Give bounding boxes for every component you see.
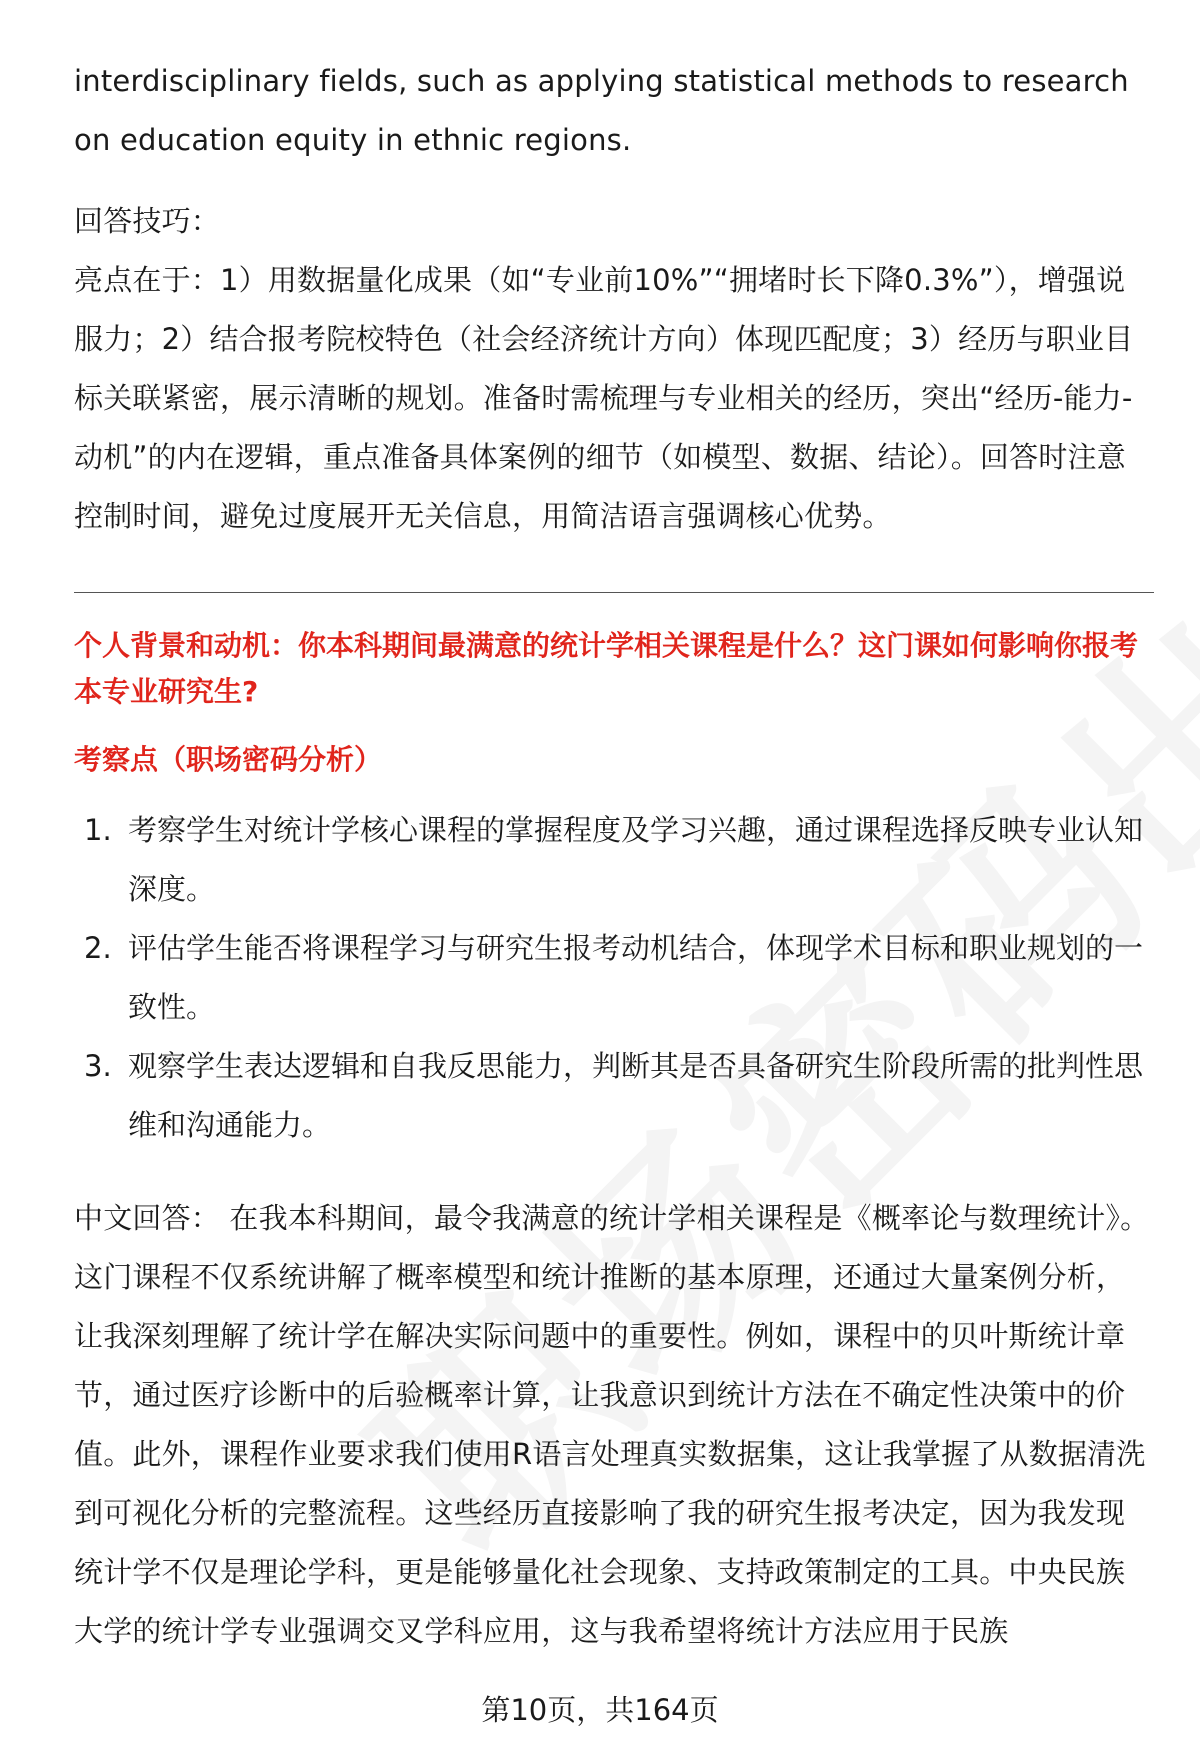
list-item-text: 评估学生能否将课程学习与研究生报考动机结合，体现学术目标和职业规划的一致性。 — [128, 931, 1144, 1024]
list-item-text: 考察学生对统计学核心课程的掌握程度及学习兴趣，通过课程选择反映专业认知深度。 — [128, 813, 1144, 906]
list-item — [74, 1037, 1154, 1155]
intro-paragraph: interdisciplinary fields, such as applying statistical methods to research on education equity in ethnic regions. — [74, 64, 1129, 157]
list-item — [74, 919, 1154, 1037]
list-item-number: 3. — [84, 1049, 112, 1083]
list-item-number: 1. — [84, 813, 112, 847]
chinese-answer: 中文回答： 在我本科期间，最令我满意的统计学相关课程是《概率论与数理统计》。这门课程不仅系统讲解了概率模型和统计推断的基本原理，还通过大量案例分析，让我深刻理解了统计学在解决实际问题中的重要性。例如，课程中的贝叶斯统计章节，通过医疗诊断中的后验概率计算，让我意识到统计方法在不确定性决策中的价值。此外，课程作业要求我们使用R语言处理真实数据集，这让我掌握了从数据清洗到可视化分析的完整流程。这些经历直接影响了我的研究生报考决定，因为我发现统计学不仅是理论学科，更是能够量化社会现象、支持政策制定的工具。中央民族大学的统计学专业强调交叉学科应用，这与我希望将统计方法应用于民族 — [74, 1201, 1150, 1648]
question-title: 个人背景和动机：你本科期间最满意的统计学相关课程是什么？这门课如何影响你报考本专业研究生? — [74, 629, 1139, 708]
points-heading: 考察点（职场密码分析） — [74, 743, 383, 776]
section-divider — [74, 592, 1154, 593]
tips-label: 回答技巧： — [74, 204, 221, 238]
list-item-text: 观察学生表达逻辑和自我反思能力，判断其是否具备研究生阶段所需的批判性思维和沟通能力。 — [128, 1049, 1144, 1142]
list-item — [74, 801, 1154, 919]
page-content — [74, 52, 1154, 1661]
points-list — [74, 801, 1154, 1155]
tips-body: 亮点在于：1）用数据量化成果（如“专业前10%”“拥堵时长下降0.3%”），增强说服力；2）结合报考院校特色（社会经济统计方向）体现匹配度；3）经历与职业目标关联紧密，展示清晰的规划。准备时需梳理与专业相关的经历，突出“经历-能力-动机”的内在逻辑，重点准备具体案例的细节（如模型、数据、结论）。回答时注意控制时间，避免过度展开无关信息，用简洁语言强调核心优势。 — [74, 263, 1134, 533]
page-number: 第10页，共164页 — [481, 1693, 719, 1727]
list-item-number: 2. — [84, 931, 112, 965]
